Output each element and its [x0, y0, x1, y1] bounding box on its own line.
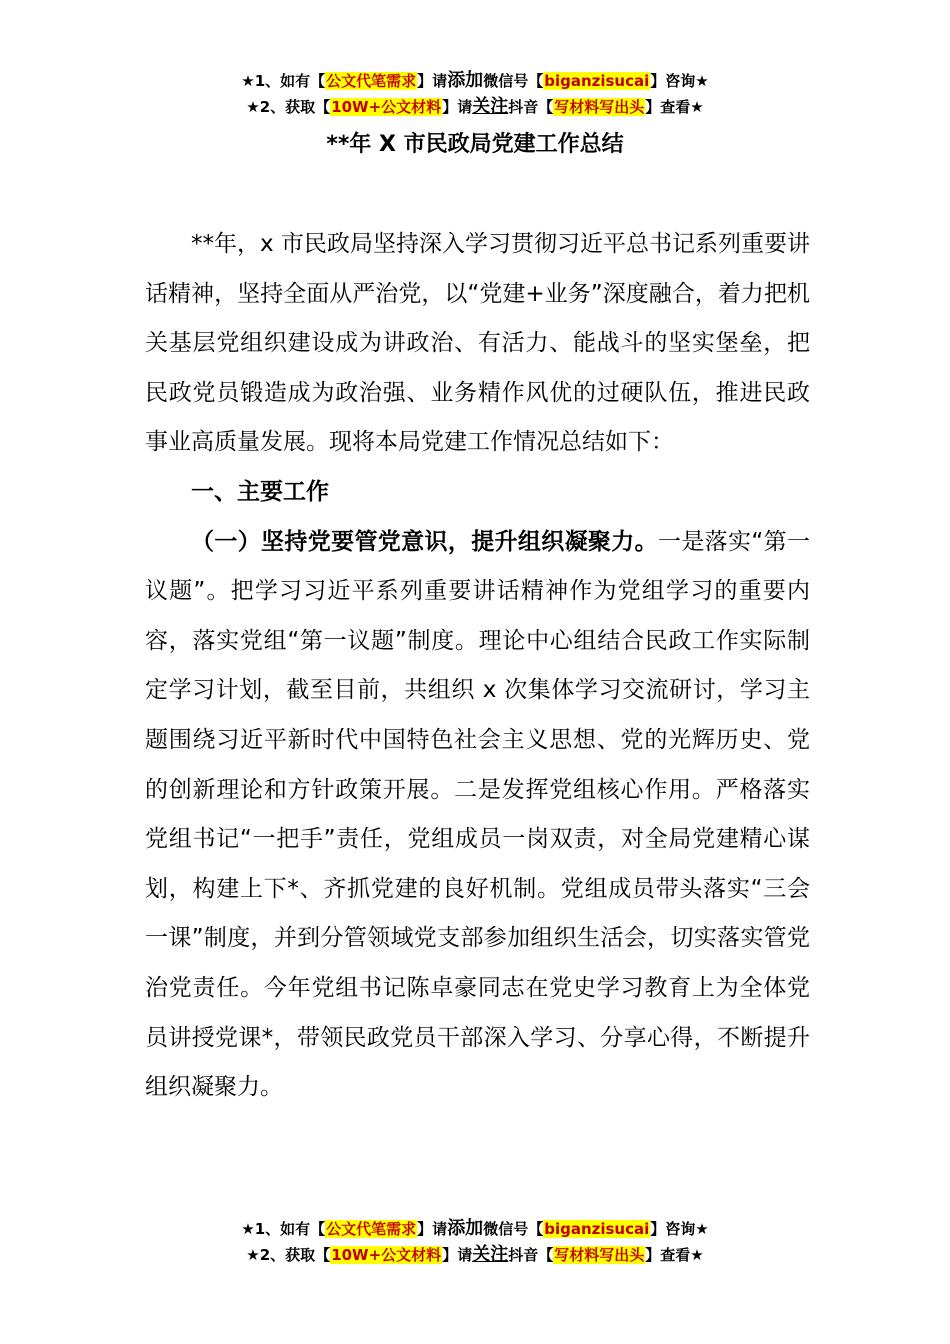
promo-highlight: 公文代笔需求 [326, 72, 417, 90]
promo-wechat-id: biganzisucai [544, 72, 650, 90]
promo-highlight: 公文代笔需求 [326, 1220, 417, 1238]
promo-highlight: 10W+公文材料 [331, 98, 442, 116]
promo-text: 】请 [442, 98, 473, 116]
promo-douyin-id: 写材料写出头 [554, 98, 645, 116]
document-title: **年 X 市民政局党建工作总结 [326, 132, 624, 157]
section-heading: 一、主要工作 [191, 478, 329, 505]
promo-text: 】请 [417, 1220, 448, 1238]
header-promo-banner [0, 68, 950, 120]
promo-text: ★2、获取【 [246, 1246, 331, 1264]
promo-wechat-id: biganzisucai [544, 1220, 650, 1238]
footer-promo-banner [0, 1216, 950, 1268]
promo-text: 】咨询★ [650, 1220, 709, 1238]
promo-douyin-id: 写材料写出头 [554, 1246, 645, 1264]
promo-emphasis: 添加 [447, 70, 484, 91]
promo-text: 】查看★ [645, 98, 704, 116]
promo-emphasis: 关注 [472, 96, 509, 117]
document-body [145, 220, 810, 1113]
promo-text: 】咨询★ [650, 72, 709, 90]
promo-line-2 [0, 1242, 950, 1268]
promo-text: ★2、获取【 [246, 98, 331, 116]
promo-line-1 [0, 68, 950, 94]
subsection-paragraph [145, 518, 810, 1113]
intro-paragraph: **年，x 市民政局坚持深入学习贯彻习近平总书记系列重要讲话精神，坚持全面从严治党，以“党建+业务”深度融合，着力把机关基层党组织建设成为讲政治、有活力、能战斗的坚实堡垒，把民政党员锻造成为政治强、业务精作风优的过硬队伍，推进民政事业高质量发展。现将本局党建工作情况总结如下： [145, 231, 810, 456]
promo-text: 微信号【 [483, 1220, 544, 1238]
promo-text: ★1、如有【 [241, 72, 326, 90]
subsection-heading: （一）坚持党要管党意识，提升组织凝聚力。 [191, 528, 658, 555]
promo-line-1 [0, 1216, 950, 1242]
promo-text: 抖音【 [508, 1246, 554, 1264]
promo-text: 微信号【 [483, 72, 544, 90]
promo-text: 】查看★ [645, 1246, 704, 1264]
promo-line-2 [0, 94, 950, 120]
promo-emphasis: 添加 [447, 1218, 484, 1239]
promo-emphasis: 关注 [472, 1244, 509, 1265]
promo-text: 】请 [417, 72, 448, 90]
promo-highlight: 10W+公文材料 [331, 1246, 442, 1264]
promo-text: 抖音【 [508, 98, 554, 116]
subsection-text: 一是落实“第一议题”。把学习习近平系列重要讲话精神作为党组学习的重要内容，落实党组“第一议题”制度。理论中心组结合民政工作实际制定学习计划，截至目前，共组织 x 次集体学习交流研讨，学习主题围绕习近平新时代中国特色社会主义思想、党的光辉历史、党的创新理论和方针政策开展。二是发挥党组核心作用。严格落实党组书记“一把手”责任，党组成员一岗双责，对全局党建精心谋划，构建上下*、齐抓党建的良好机制。党组成员带头落实“三会一课”制度，并到分管领域党支部参加组织生活会，切实落实管党治党责任。今年党组书记陈卓豪同志在党史学习教育上为全体党员讲授党课*，带领民政党员干部深入学习、分享心得，不断提升组织凝聚力。 [145, 528, 810, 1101]
promo-text: 】请 [442, 1246, 473, 1264]
promo-text: ★1、如有【 [241, 1220, 326, 1238]
